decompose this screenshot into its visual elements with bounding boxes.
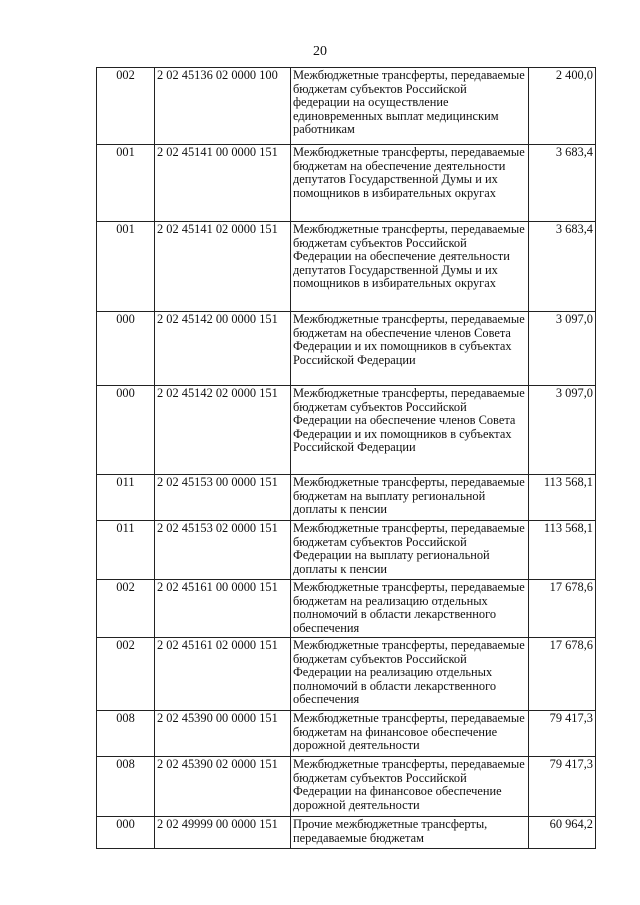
budget-code-cell: 2 02 45390 02 0000 151: [155, 757, 291, 817]
budget-code-cell: 2 02 45141 00 0000 151: [155, 145, 291, 222]
budget-code-cell: 2 02 45161 02 0000 151: [155, 638, 291, 711]
budget-revenue-table: [96, 67, 596, 849]
admin-code-cell: 011: [97, 521, 155, 580]
admin-code-cell: 000: [97, 312, 155, 386]
budget-code-cell: 2 02 45153 02 0000 151: [155, 521, 291, 580]
amount-cell: 2 400,0: [529, 68, 596, 145]
budget-code-cell: 2 02 45136 02 0000 100: [155, 68, 291, 145]
admin-code-cell: 000: [97, 817, 155, 849]
budget-code-cell: 2 02 49999 00 0000 151: [155, 817, 291, 849]
revenue-name-cell: Межбюджетные трансферты, передаваемые бюджетам субъектов Российской Федерации на обеспечение членов Совета Федерации и их помощников в субъектах Российской Федерации: [291, 386, 529, 475]
table-row: [97, 521, 596, 580]
revenue-name-cell: Межбюджетные трансферты, передаваемые бюджетам на обеспечение деятельности депутатов Государственной Думы и их помощников в избирательных округах: [291, 145, 529, 222]
amount-cell: 3 683,4: [529, 222, 596, 312]
amount-cell: 60 964,2: [529, 817, 596, 849]
table-row: [97, 145, 596, 222]
revenue-name-cell: Межбюджетные трансферты, передаваемые бюджетам на выплату региональной доплаты к пенсии: [291, 475, 529, 521]
amount-cell: 79 417,3: [529, 711, 596, 757]
revenue-name-cell: Прочие межбюджетные трансферты, передаваемые бюджетам: [291, 817, 529, 849]
budget-code-cell: 2 02 45142 00 0000 151: [155, 312, 291, 386]
table-row: [97, 386, 596, 475]
revenue-name-cell: Межбюджетные трансферты, передаваемые бюджетам субъектов Российской Федерации на обеспечение деятельности депутатов Государственной Думы и их помощников в избирательных округах: [291, 222, 529, 312]
amount-cell: 79 417,3: [529, 757, 596, 817]
revenue-name-cell: Межбюджетные трансферты, передаваемые бюджетам субъектов Российской Федерации на финансовое обеспечение дорожной деятельности: [291, 757, 529, 817]
budget-code-cell: 2 02 45161 00 0000 151: [155, 580, 291, 638]
budget-code-cell: 2 02 45142 02 0000 151: [155, 386, 291, 475]
admin-code-cell: 001: [97, 145, 155, 222]
admin-code-cell: 000: [97, 386, 155, 475]
admin-code-cell: 002: [97, 638, 155, 711]
admin-code-cell: 008: [97, 757, 155, 817]
revenue-name-cell: Межбюджетные трансферты, передаваемые бюджетам на реализацию отдельных полномочий в области лекарственного обеспечения: [291, 580, 529, 638]
amount-cell: 17 678,6: [529, 580, 596, 638]
admin-code-cell: 002: [97, 68, 155, 145]
admin-code-cell: 011: [97, 475, 155, 521]
table-row: [97, 638, 596, 711]
revenue-name-cell: Межбюджетные трансферты, передаваемые бюджетам субъектов Российской Федерации на реализацию отдельных полномочий в области лекарственного обеспечения: [291, 638, 529, 711]
revenue-name-cell: Межбюджетные трансферты, передаваемые бюджетам на обеспечение членов Совета Федерации и их помощников в субъектах Российской Федерации: [291, 312, 529, 386]
table-row: [97, 475, 596, 521]
admin-code-cell: 001: [97, 222, 155, 312]
table-row: [97, 222, 596, 312]
budget-code-cell: 2 02 45141 02 0000 151: [155, 222, 291, 312]
admin-code-cell: 008: [97, 711, 155, 757]
table-row: [97, 312, 596, 386]
amount-cell: 17 678,6: [529, 638, 596, 711]
revenue-name-cell: Межбюджетные трансферты, передаваемые бюджетам субъектов Российской Федерации на выплату региональной доплаты к пенсии: [291, 521, 529, 580]
page-number: 20: [313, 44, 327, 59]
amount-cell: 113 568,1: [529, 475, 596, 521]
amount-cell: 3 683,4: [529, 145, 596, 222]
revenue-name-cell: Межбюджетные трансферты, передаваемые бюджетам субъектов Российской федерации на осуществление единовременных выплат медицинским работникам: [291, 68, 529, 145]
table-row: [97, 757, 596, 817]
table-row: [97, 580, 596, 638]
table-row: [97, 817, 596, 849]
amount-cell: 3 097,0: [529, 386, 596, 475]
budget-code-cell: 2 02 45390 00 0000 151: [155, 711, 291, 757]
table-row: [97, 68, 596, 145]
revenue-name-cell: Межбюджетные трансферты, передаваемые бюджетам на финансовое обеспечение дорожной деятельности: [291, 711, 529, 757]
budget-code-cell: 2 02 45153 00 0000 151: [155, 475, 291, 521]
amount-cell: 113 568,1: [529, 521, 596, 580]
amount-cell: 3 097,0: [529, 312, 596, 386]
admin-code-cell: 002: [97, 580, 155, 638]
table-row: [97, 711, 596, 757]
